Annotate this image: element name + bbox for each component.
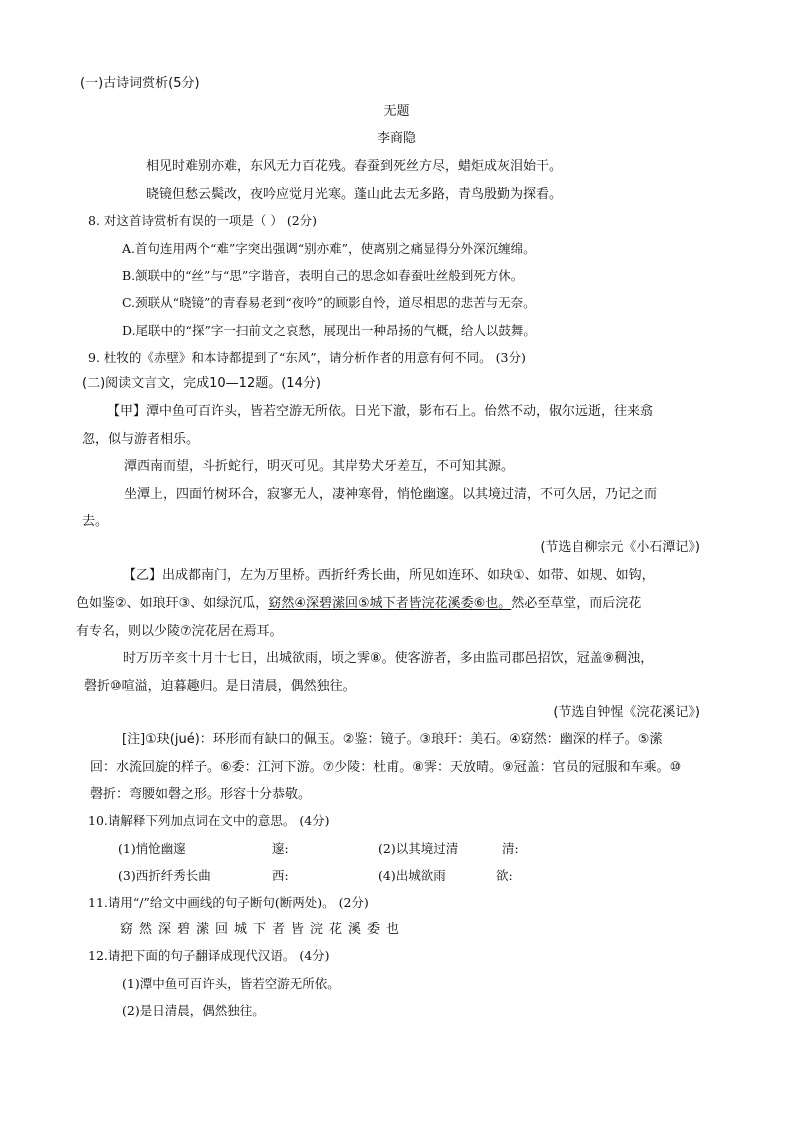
yi-source: (节选自钟惺《浣花溪记》) (553, 705, 700, 720)
q10-item-1-word: 邃: (272, 841, 289, 856)
q8-option-c: C.颈联从“晓镜”的青春易老到“夜吟”的顾影自怜，道尽相思的悲苦与无奈。 (122, 295, 536, 310)
yi-text-before-underline: 色如鉴②、如琅玕③、如绿沉瓜， (76, 596, 269, 611)
yi-paragraph-1-cont (76, 594, 641, 614)
q11-stem: 11.请用“/”给文中画线的句子断句(断两处)。 (2分) (88, 895, 369, 910)
jia-paragraph-2: 潭西南而望，斗折蛇行，明灭可见。其岸势犬牙差互，不可知其源。 (124, 459, 515, 474)
jia-source: (节选自柳宗元《小石潭记》) (540, 540, 700, 555)
notes-line-2: 回：水流回旋的样子。⑥委：江河下游。⑦少陵：杜甫。⑧霁：天放晴。⑨冠盖：官员的冠服和车乘。⑩ (90, 760, 682, 775)
yi-paragraph-2: 时万历辛亥十月十七日，出城欲雨，顷之霁⑧。使客游者，多由监司郡邑招饮，冠盖⑨稠浊， (123, 651, 654, 666)
underlined-sentence: 窈然④深碧潆回⑤城下者皆浣花溪委⑥也。 (268, 596, 512, 611)
q8-option-d: D.尾联中的“探”字一扫前文之哀愁，展现出一种昂扬的气概，给人以鼓舞。 (122, 323, 536, 338)
poem-author: 李商隐 (376, 131, 416, 146)
yi-paragraph-1: 【乙】出成都南门，左为万里桥。西折纤秀长曲，所见如连环、如玦①、如带、如规、如钩， (123, 568, 655, 583)
q9-stem: 9. 杜牧的《赤壁》和本诗都提到了“东风”，请分析作者的用意有何不同。 (3分) (88, 350, 526, 365)
poem-line-2: 晓镜但愁云鬓改，夜吟应觉月光寒。蓬山此去无多路，青鸟殷勤为探看。 (146, 187, 563, 202)
notes-line-3: 磬折：弯腰如磬之形。形容十分恭敬。 (90, 787, 312, 802)
yi-paragraph-2-cont: 磬折⑩喧溢，迫暮趣归。是日清晨，偶然独往。 (84, 679, 356, 694)
q12-stem: 12.请把下面的句子翻译成现代汉语。 (4分) (88, 948, 330, 963)
yi-paragraph-1-end: 有专名，则以少陵⑦浣花居在焉耳。 (76, 624, 283, 639)
jia-paragraph-3: 坐潭上，四面竹树环合，寂寥无人，凄神寒骨，悄怆幽邃。以其境过清，不可久居，乃记之而 (124, 487, 658, 502)
q12-item-2: (2)是日清晨，偶然独往。 (122, 1003, 265, 1018)
jia-paragraph-1: 【甲】潭中鱼可百许头，皆若空游无所依。日光下澈，影布石上。佁然不动，俶尔远逝，往来翕 (107, 404, 654, 419)
q10-stem: 10.请解释下列加点词在文中的意思。 (4分) (88, 813, 330, 828)
q8-option-b: B.颔联中的“丝”与“思”字谐音，表明自己的思念如春蚕吐丝般到死方休。 (122, 268, 524, 283)
poem-section-heading: (一)古诗词赏析(5分) (80, 76, 200, 91)
q11-sentence: 窈然深碧潆回城下者皆浣花溪委也 (120, 922, 406, 937)
jia-paragraph-1-cont: 忽，似与游者相乐。 (82, 432, 200, 447)
q10-item-4-phrase: (4)出城欲雨 (378, 868, 446, 883)
poem-line-1: 相见时难别亦难，东风无力百花残。春蚕到死丝方尽，蜡炬成灰泪始干。 (146, 159, 563, 174)
q10-item-4-word: 欲: (496, 868, 513, 883)
q8-option-a: A.首句连用两个“难”字突出强调“别亦难”，使离别之痛显得分外深沉缠绵。 (122, 241, 536, 256)
jia-paragraph-3-cont: 去。 (82, 514, 109, 529)
q10-item-1-phrase: (1)悄怆幽邃 (118, 841, 186, 856)
notes-line-1: [注]①玦(jué)：环形而有缺口的佩玉。②鉴：镜子。③琅玕：美石。④窈然：幽深的样子。⑤潆 (122, 732, 663, 747)
prose-section-heading: (二)阅读文言文，完成10—12题。(14分) (82, 376, 321, 391)
q12-item-1: (1)潭中鱼可百许头，皆若空游无所依。 (122, 976, 340, 991)
q10-item-2-phrase: (2)以其境过清 (378, 841, 459, 856)
poem-title: 无题 (383, 104, 410, 119)
q8-stem: 8. 对这首诗赏析有误的一项是（ ） (2分) (88, 213, 318, 228)
yi-text-after-underline: 然必至草堂，而后浣花 (511, 596, 642, 611)
q10-item-3-word: 西: (272, 868, 289, 883)
q10-item-3-phrase: (3)西折纤秀长曲 (118, 868, 211, 883)
q10-item-2-word: 清: (502, 841, 519, 856)
